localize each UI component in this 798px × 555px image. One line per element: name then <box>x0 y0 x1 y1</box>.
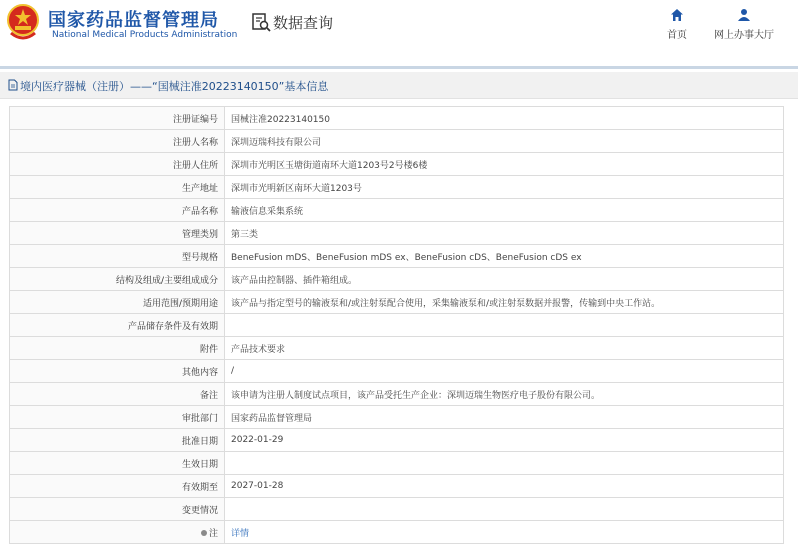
field-label: 附件 <box>199 344 218 355</box>
field-value-cell <box>225 222 784 245</box>
field-value: 输液信息采集系统 <box>231 206 304 217</box>
field-label-cell <box>10 429 225 452</box>
nav-online-hall-link[interactable] <box>712 8 776 41</box>
table-row <box>10 153 784 176</box>
field-label-cell <box>10 222 225 245</box>
table-row <box>10 176 784 199</box>
field-value-cell <box>225 360 784 383</box>
field-value-cell <box>225 452 784 475</box>
table-row <box>10 337 784 360</box>
field-value-cell <box>225 153 784 176</box>
field-label-cell <box>10 245 225 268</box>
site-header <box>0 0 798 58</box>
field-value-cell <box>225 199 784 222</box>
table-row <box>10 222 784 245</box>
field-value-cell <box>225 383 784 406</box>
national-emblem-icon <box>6 3 40 43</box>
table-row <box>10 406 784 429</box>
field-label-cell <box>10 337 225 360</box>
field-value-cell <box>225 314 784 337</box>
field-value: 国械注准20223140150 <box>231 114 330 125</box>
pin-icon <box>201 530 207 536</box>
field-value: 深圳市光明新区南环大道1203号 <box>231 183 362 194</box>
field-label-cell <box>10 176 225 199</box>
document-icon <box>8 79 18 91</box>
field-label: 备注 <box>199 390 218 401</box>
breadcrumb <box>0 72 798 99</box>
field-label: 变更情况 <box>181 505 218 516</box>
field-value-cell <box>225 268 784 291</box>
table-row <box>10 452 784 475</box>
field-label-cell <box>10 406 225 429</box>
field-value: 该产品由控制器、插件箱组成。 <box>231 275 358 286</box>
field-value: 深圳迈瑞科技有限公司 <box>231 137 322 148</box>
table-row <box>10 107 784 130</box>
table-row <box>10 498 784 521</box>
field-label-cell <box>10 383 225 406</box>
field-label: 产品名称 <box>181 206 218 217</box>
field-value: 深圳市光明区玉塘街道南环大道1203号2号楼6楼 <box>231 160 428 171</box>
field-label: 注册人名称 <box>172 137 218 148</box>
field-value-cell <box>225 429 784 452</box>
field-value-cell <box>225 291 784 314</box>
field-label-cell <box>10 107 225 130</box>
home-icon <box>670 8 684 22</box>
nav-home-link[interactable] <box>662 8 692 41</box>
field-value: 产品技术要求 <box>231 344 286 355</box>
field-value-cell <box>225 475 784 498</box>
field-value-cell <box>225 406 784 429</box>
field-label: 型号规格 <box>181 252 218 263</box>
field-label: 注册证编号 <box>172 114 218 125</box>
field-label-cell <box>10 291 225 314</box>
field-label-cell <box>10 153 225 176</box>
table-row <box>10 291 784 314</box>
table-row <box>10 360 784 383</box>
field-label-cell <box>10 314 225 337</box>
field-value: 该产品与指定型号的输液泵和/或注射泵配合使用，采集输液泵和/或注射泵数据并报警，传输到中央工作站。 <box>231 298 661 309</box>
details-link[interactable]: 详情 <box>231 528 250 539</box>
field-value-cell <box>225 245 784 268</box>
registration-details-table <box>9 106 784 544</box>
field-label-cell <box>10 268 225 291</box>
table-row <box>10 429 784 452</box>
field-label: 注 <box>208 528 218 539</box>
field-value-cell <box>225 337 784 360</box>
table-row <box>10 130 784 153</box>
field-value: BeneFusion mDS、BeneFusion mDS ex、BeneFusion cDS、BeneFusion cDS ex <box>231 252 582 263</box>
field-label: 产品储存条件及有效期 <box>127 321 218 332</box>
field-value: 国家药品监督管理局 <box>231 413 313 424</box>
field-label-cell <box>10 130 225 153</box>
field-value: 2022-01-29 <box>231 435 284 445</box>
field-label-cell <box>10 498 225 521</box>
field-value-cell <box>225 521 784 544</box>
field-label: 适用范围/预期用途 <box>142 298 218 309</box>
field-value: 该申请为注册人制度试点项目，该产品受托生产企业：深圳迈瑞生物医疗电子股份有限公司。 <box>231 390 601 401</box>
header-divider <box>0 66 798 69</box>
field-label-cell <box>10 475 225 498</box>
field-value-cell <box>225 130 784 153</box>
table-row <box>10 475 784 498</box>
field-label: 有效期至 <box>181 482 218 493</box>
nav-home-label: 首页 <box>667 30 687 41</box>
table-row <box>10 268 784 291</box>
table-row <box>10 521 784 544</box>
field-label: 注册人住所 <box>172 160 218 171</box>
field-label: 审批部门 <box>181 413 218 424</box>
table-row <box>10 245 784 268</box>
field-value-cell <box>225 107 784 130</box>
field-label-cell <box>10 360 225 383</box>
field-label: 其他内容 <box>181 367 218 378</box>
data-query-icon <box>251 12 271 32</box>
field-label-cell <box>10 452 225 475</box>
field-label: 生产地址 <box>181 183 218 194</box>
field-value-cell <box>225 498 784 521</box>
field-value: / <box>231 366 235 376</box>
field-label: 管理类别 <box>181 229 218 240</box>
table-row <box>10 314 784 337</box>
field-value: 第三类 <box>231 229 259 240</box>
field-value: 2027-01-28 <box>231 481 284 491</box>
user-icon <box>737 8 751 22</box>
field-label-cell <box>10 521 225 544</box>
table-row <box>10 199 784 222</box>
agency-name-cn: 国家药品监督管理局 <box>48 10 219 31</box>
field-label-cell <box>10 199 225 222</box>
nav-online-hall-label: 网上办事大厅 <box>714 30 774 41</box>
page-title: 数据查询 <box>273 14 334 32</box>
breadcrumb-title: 境内医疗器械（注册）——“国械注准20223140150”基本信息 <box>20 80 329 93</box>
agency-name-en: National Medical Products Administration <box>52 30 238 40</box>
field-label: 批准日期 <box>181 436 218 447</box>
field-value-cell <box>225 176 784 199</box>
field-label: 结构及组成/主要组成成分 <box>115 275 218 286</box>
field-label: 生效日期 <box>181 459 218 470</box>
table-row <box>10 383 784 406</box>
